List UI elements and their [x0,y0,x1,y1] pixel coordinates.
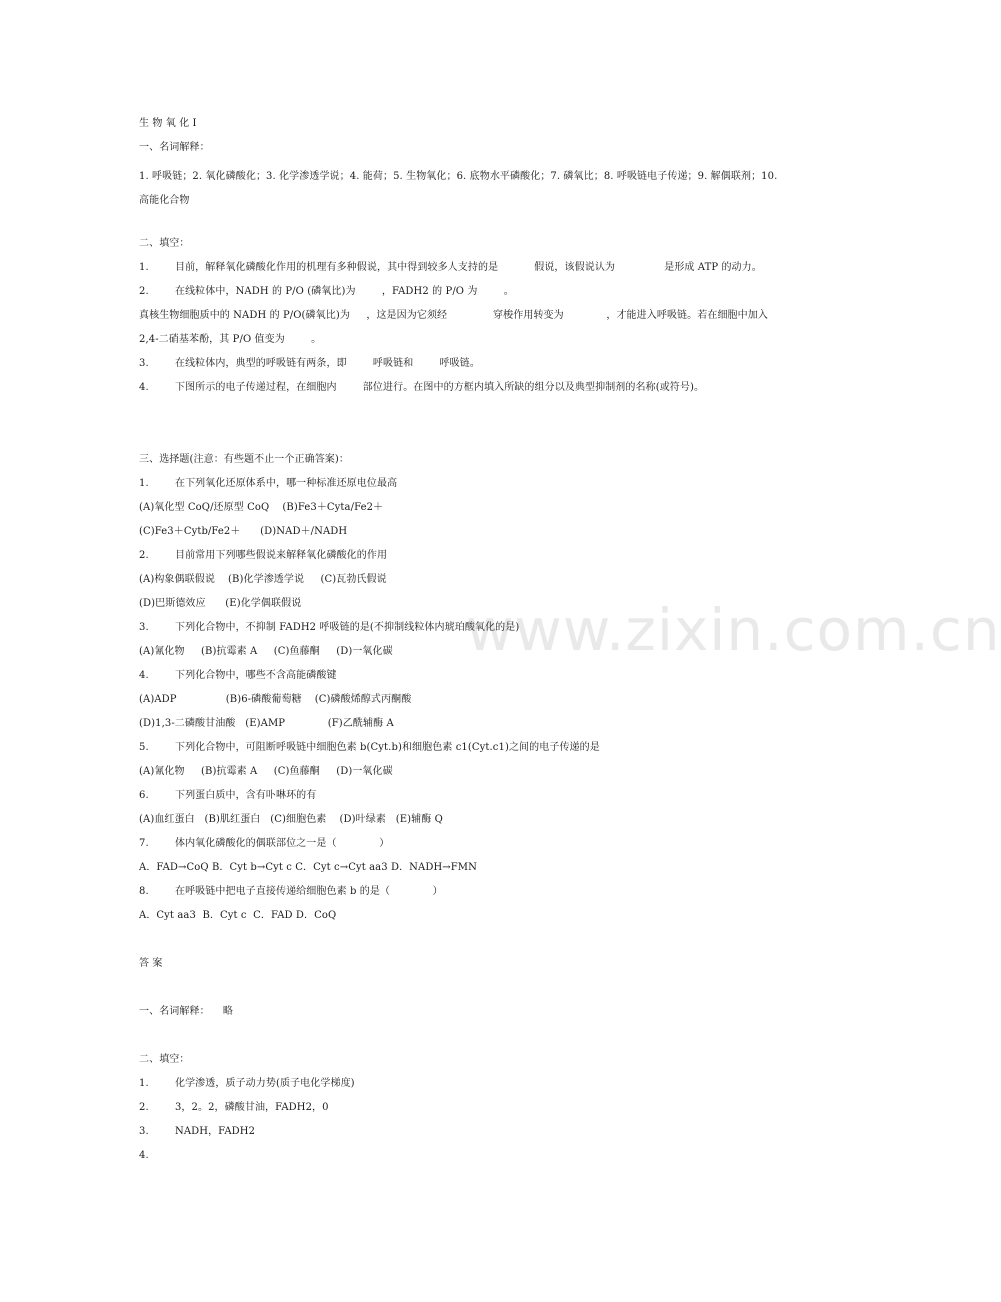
section3-line: (D)巴斯德效应 (E)化学偶联假说 [139,598,302,609]
section3-line: (C)Fe3＋Cytb/Fe2＋ (D)NAD＋/NADH [139,526,348,537]
section3-line: (A)氰化物 (B)抗霉素 A (C)鱼藤酮 (D)一氧化碳 [139,766,393,777]
section3-line: 7. 体内氧化磷酸化的偶联部位之一是（ ） [139,838,390,849]
section3-line: (A)氰化物 (B)抗霉素 A (C)鱼藤酮 (D)一氧化碳 [139,646,393,657]
section2-q2a: 2. 在线粒体中，NADH 的 P/O (磷氧比)为 ，FADH2 的 P/O 为 。 [139,286,514,297]
answers-section1: 一、名词解释： 略 [139,1006,233,1017]
section3-line: 8. 在呼吸链中把电子直接传递给细胞色素 b 的是（ ） [139,886,443,897]
section3-line: (A)氧化型 CoQ/还原型 CoQ (B)Fe3＋Cyta/Fe2＋ [139,502,384,513]
section3-heading: 三、选择题(注意：有些题不止一个正确答案)： [139,454,350,465]
section1-heading: 一、名词解释： [139,142,210,153]
section2-q2b: 真核生物细胞质中的 NADH 的 P/O(磷氧比)为 ，这是因为它须经 穿梭作用转变为 ，才能进入呼吸链。若在细胞中加入 [139,310,768,321]
answer-item: 4. [139,1150,149,1161]
section2-q2c: 2,4-二硝基苯酚，其 P/O 值变为 。 [139,334,322,345]
section3-line: A．FAD→CoQ B．Cyt b→Cyt c C．Cyt c→Cyt aa3 D．NADH→FMN [139,862,477,873]
section3-line: A．Cyt aa3 B．Cyt c C．FAD D．CoQ [139,910,337,921]
section3-line: (A)血红蛋白 (B)肌红蛋白 (C)细胞色素 (D)叶绿素 (E)辅酶 Q [139,814,443,825]
section1-item1: 1. 呼吸链；2. 氧化磷酸化；3. 化学渗透学说；4. 能荷；5. 生物氧化；6. 底物水平磷酸化；7. 磷氧比；8. 呼吸链电子传递；9. 解偶联剂；10. 高能化合物 [139,171,778,206]
document-title: 生 物 氧 化 I [139,118,197,129]
section3-line: (D)1,3-二磷酸甘油酸 (E)AMP (F)乙酰辅酶 A [139,718,394,729]
answers-section2-heading: 二、填空： [139,1054,190,1065]
section3-line: (A)构象偶联假说 (B)化学渗透学说 (C)瓦勃氏假说 [139,574,387,585]
section3-line: 5. 下列化合物中，可阻断呼吸链中细胞色素 b(Cyt.b)和细胞色素 c1(Cyt.c1)之间的电子传递的是 [139,742,600,753]
answers-title: 答 案 [139,958,163,969]
section3-line: 6. 下列蛋白质中，含有卟啉环的有 [139,790,317,801]
answer-item: 1. 化学渗透，质子动力势(质子电化学梯度) [139,1078,355,1089]
section3-line: 3. 下列化合物中，不抑制 FADH2 呼吸链的是(不抑制线粒体内琥珀酸氧化的是) [139,622,520,633]
watermark-text: www.zixin.com.cn [466,596,1001,664]
answer-item: 2. 3，2。2，磷酸甘油，FADH2，0 [139,1102,329,1113]
answer-item: 3. NADH，FADH2 [139,1126,256,1137]
section2-q3: 3. 在线粒体内，典型的呼吸链有两条，即 呼吸链和 呼吸链。 [139,358,480,369]
section3-line: 1. 在下列氧化还原体系中，哪一种标准还原电位最高 [139,478,398,489]
section2-q4: 4. 下图所示的电子传递过程，在细胞内 部位进行。在图中的方框内填入所缺的组分以及典型抑制剂的名称(或符号)。 [139,382,705,393]
section3-line: 4. 下列化合物中，哪些不含高能磷酸键 [139,670,337,681]
section3-line: (A)ADP (B)6-磷酸葡萄糖 (C)磷酸烯醇式丙酮酸 [139,694,412,705]
section2-q1: 1. 目前，解释氧化磷酸化作用的机理有多种假说，其中得到较多人支持的是 假说，该假说认为 是形成 ATP 的动力。 [139,262,762,273]
section2-heading: 二、填空： [139,238,190,249]
section3-line: 2. 目前常用下列哪些假说来解释氧化磷酸化的作用 [139,550,388,561]
